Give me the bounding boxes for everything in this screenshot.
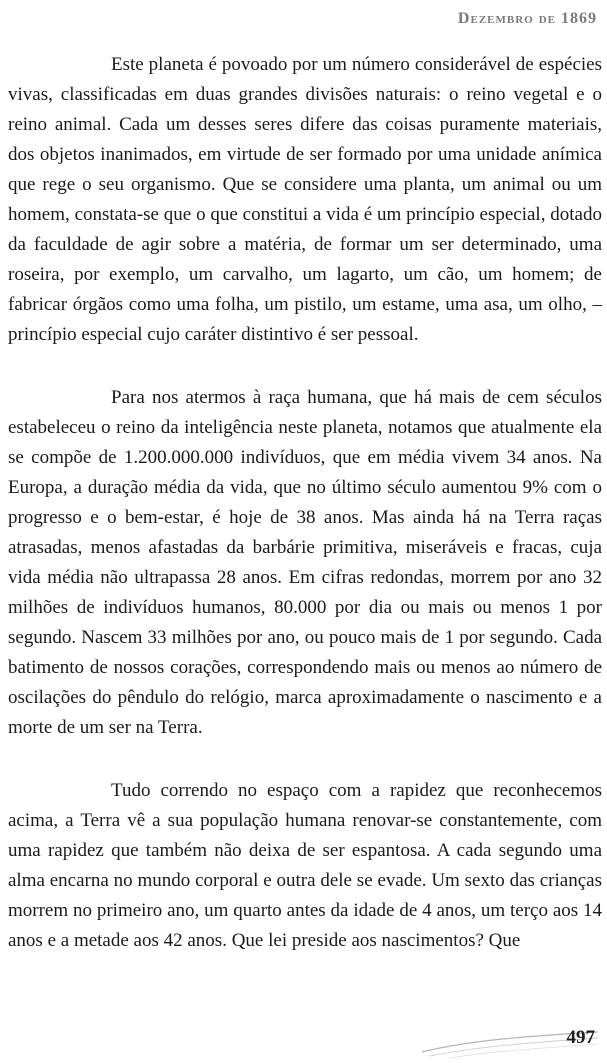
paragraph: Este planeta é povoado por um número considerável de espécies vivas, classificadas em duas grandes divisões naturais: o reino vegetal e o reino animal. Cada um desses seres difere das coisas puramente materiais, dos objetos inanimados, em virtude de ser formado por uma unidade anímica que rege o seu organismo. Que se considere uma planta, um animal ou um homem, constata-se que o que constitui a vida é um princípio especial, dotado da faculdade de agir sobre a matéria, de formar um ser determinado, uma roseira, por exemplo, um carvalho, um lagarto, um cão, um homem; de fabricar órgãos como uma folha, um pistilo, um estame, uma asa, um olho, – princípio especial cujo caráter distintivo é ser pessoal. bbox=[8, 54, 602, 345]
paragraph: Tudo correndo no espaço com a rapidez que reconhecemos acima, a Terra vê a sua população humana renovar-se constantemente, com uma rapidez que também não deixa de ser espantosa. A cada segundo uma alma encarna no mundo corporal e outra dele se evade. Um sexto das crianças morrem no primeiro ano, um quarto antes da idade de 4 anos, um terço aos 14 anos e a metade aos 42 anos. Que lei preside aos nascimentos? Que bbox=[8, 780, 602, 951]
running-head: Dezembro de 1869 bbox=[457, 10, 597, 27]
page-number: 497 bbox=[566, 1027, 595, 1048]
paragraph: Para nos atermos à raça humana, que há mais de cem séculos estabeleceu o reino da inteligência neste planeta, notamos que atualmente ela se compõe de 1.200.000.000 indivíduos, que em média vivem 34 anos. Na Europa, a duração média da vida, que no último século aumentou 9% com o progresso e o bem-estar, é hoje de 38 anos. Mas ainda há na Terra raças atrasadas, menos afastadas da barbárie primitiva, miseráveis e fracas, cuja vida média não ultrapassa 28 anos. Em cifras redondas, morrem por ano 32 milhões de indivíduos humanos, 80.000 por dia ou mais ou menos 1 por segundo. Nascem 33 milhões por ano, ou pouco mais de 1 por segundo. Cada batimento de nossos corações, correspondendo mais ou menos ao número de oscilações do pêndulo do relógio, marca aproximadamente o nascimento e a morte de um ser na Terra. bbox=[8, 387, 602, 738]
body-text bbox=[8, 50, 602, 956]
